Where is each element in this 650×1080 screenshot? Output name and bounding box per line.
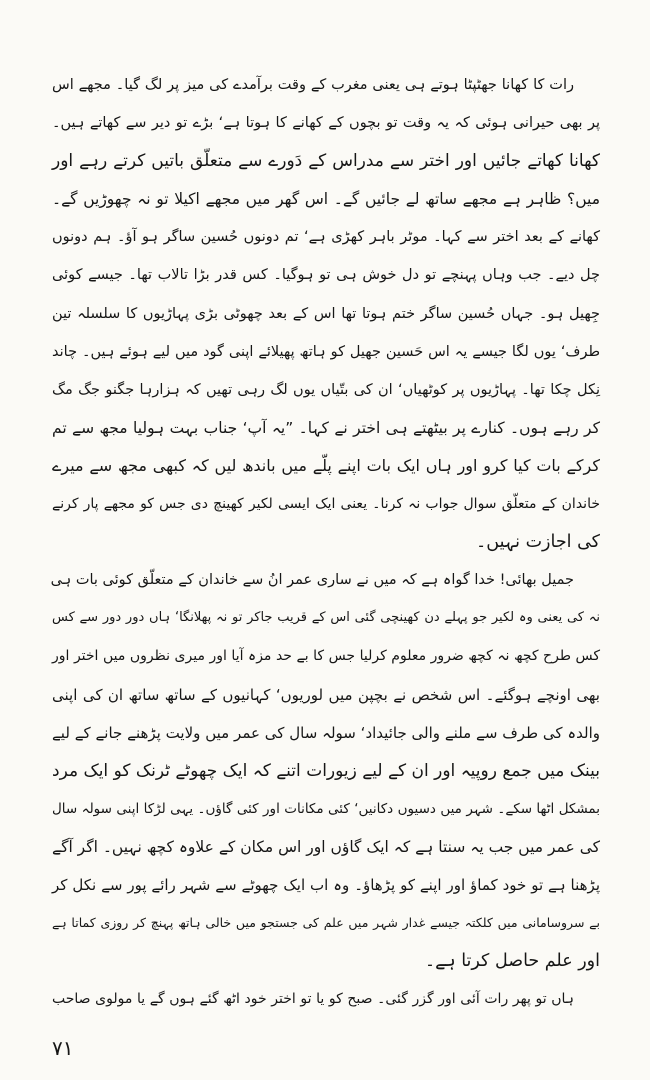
text-line: کرکے بات کیا کرو اور ہاں ایک بات اپنے پلّے میں باندھ لیں کہ کبھی مجھ سے میرے: [52, 455, 600, 475]
text-line: کر رہے ہوں۔ کنارے پر بیٹھتے ہی اختر نے کہا۔ ”یہ آپ‘ جناب بہت ہولیا مجھ سے تم: [52, 418, 600, 437]
text-line: نِکل چکا تھا۔ پہاڑیوں پر کوٹھیاں‘ ان کی بتّیاں یوں لگ رہی تھیں کہ ہزارہا جگنو جگ مگ: [52, 381, 600, 398]
text-line: خاندان کے متعلّق سوال جواب نہ کرنا۔ یعنی ایک ایسی لکیر کھینچ دی جس کو مجھے پار کرنے: [52, 496, 600, 513]
text-line: طرف‘ یوں لگا جیسے یہ اس حَسین جھیل کو ہاتھ پھیلائے اپنی گود میں لیے ہوئے ہیں۔ چاند: [52, 343, 600, 360]
text-line: کی اجازت نہیں۔: [476, 532, 600, 553]
text-line: اور علم حاصل کرتا ہے۔: [424, 951, 600, 972]
text-line: نہ کی یعنی وہ لکیر جو پہلے دن کھینچی گئی اس کے قریب جاکر تو نہ پھلانگا‘ ہاں دور دور سے کس: [52, 610, 600, 626]
text-line: بمشکل اٹھا سکے۔ شہر میں دسیوں دکانیں‘ کئی مکانات اور کئی گاؤں۔ یہی لڑکا اپنی سولہ سال: [52, 800, 600, 817]
text-line: کھانا کھاتے جائیں اور اختر سے مدراس کے دَورے سے متعلّق باتیں کرتے رہے اور: [52, 151, 600, 172]
text-line: بے سروسامانی میں کلکتہ جیسے غدار شہر میں علم کی جستجو میں خالی ہاتھ پہنچ کر روزی کماتا ہے: [52, 915, 600, 931]
text-line: والدہ کی طرف سے ملنے والی جائیداد‘ سولہ سال کی عمر میں ولایت پڑھنے جانے کے لیے: [52, 723, 600, 742]
text-line: پڑھنا ہے تو خود کماؤ اور اپنے کو پڑھاؤ۔ وہ اب ایک چھوٹے سے شہر رائے پور سے نکل کر: [52, 875, 600, 894]
text-line: پر بھی حیرانی ہوئی کہ یہ وقت تو بچوں کے کھانے کا ہوتا ہے‘ بڑے تو دیر سے کھاتے ہیں۔: [52, 115, 600, 132]
page-number: ۷۱: [52, 1036, 74, 1060]
text-line: کس طرح کچھ نہ کچھ ضرور معلوم کرلیا جس کا بے حد مزہ آیا اور میری نظروں میں اختر اور: [52, 648, 600, 665]
text-line: جمیل بھائی! خدا گواہ ہے کہ میں نے ساری عمر انُ سے خاندان کے متعلّق کوئی بات ہی: [50, 572, 574, 589]
text-line: بینک میں جمع روپیہ اور ان کے لیے زیورات اتنے کہ ایک چھوٹے ٹرنک کو ایک مرد: [52, 760, 600, 781]
text-line: ہاں تو پھر رات آئی اور گزر گئی۔ صبح کو یا تو اختر خود اٹھ گئے ہوں گے یا مولوی صاحب: [52, 991, 574, 1008]
text-line: میں؟ ظاہر ہے مجھے ساتھ لے جائیں گے۔ اس گھر میں مجھے اکیلا تو نہ چھوڑیں گے۔: [52, 190, 600, 209]
text-line: چل دیے۔ جب وہاں پہنچے تو دل خوش ہی تو ہوگیا۔ کس قدر بڑا تالاب تھا۔ جیسے کوئی: [52, 267, 600, 284]
text-line: بھی اونچے ہوگئے۔ اس شخص نے بچپن میں لوریوں‘ کہانیوں کے ساتھ ساتھ ان کی اپنی: [52, 685, 600, 704]
text-line: کی عمر میں جب یہ سنتا ہے کہ ایک گاؤں اور اس مکان کے علاوہ کچھ نہیں۔ اگر آگے: [51, 837, 600, 856]
page-text: [52, 66, 600, 1018]
text-line: رات کا کھانا جھٹپٹا ہوتے ہی یعنی مغرب کے وقت برآمدے کی میز پر لگ گیا۔ مجھے اس: [52, 77, 574, 93]
text-line: کھانے کے بعد اختر سے کہا۔ موٹر باہر کھڑی ہے‘ تم دونوں حُسین ساگر ہو آؤ۔ ہم دونوں: [52, 229, 600, 246]
text-line: جِھیل ہو۔ جہاں حُسین ساگر ختم ہوتا تھا اس کے بعد چھوٹی بڑی پہاڑیوں کا سلسلہ تین: [52, 305, 600, 322]
